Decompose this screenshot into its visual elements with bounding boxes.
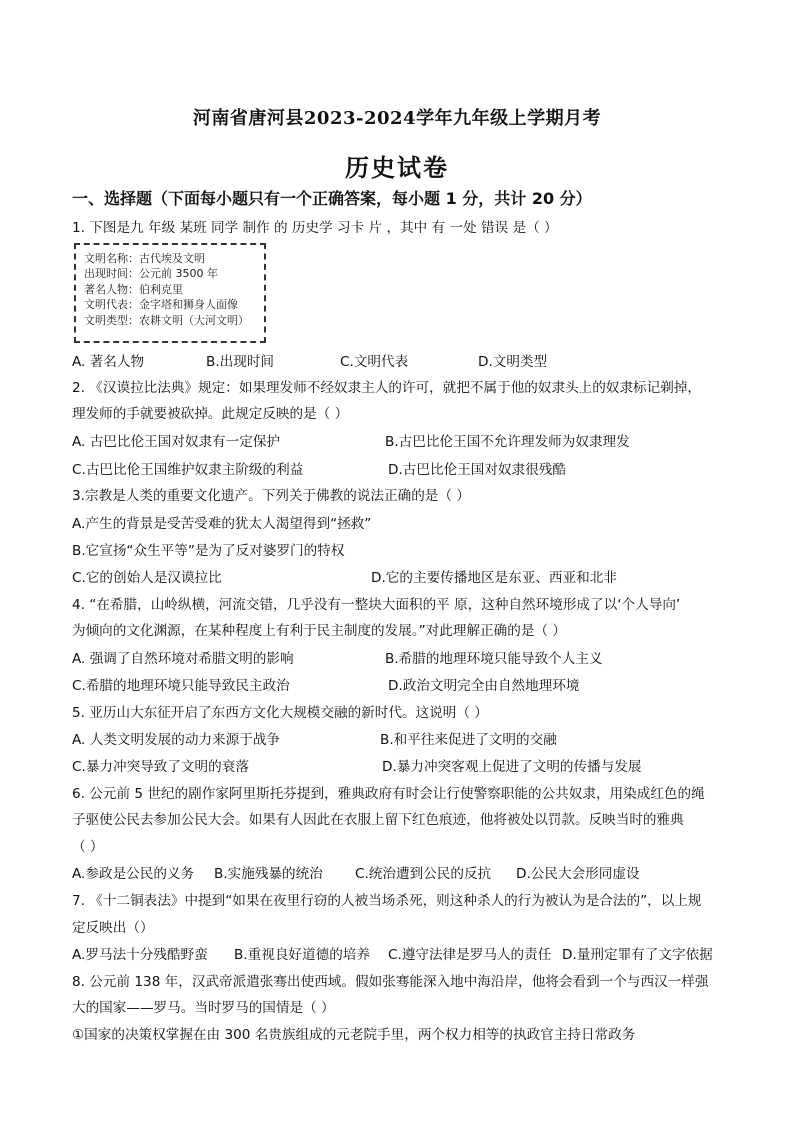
question-4-line-1: 4. “在希腊，山岭纵横，河流交错，几乎没有一整块大面积的平 原，这种自然环境形成了以‘个人导向’ (72, 597, 681, 613)
q3-option-b: B.它宣扬“众生平等”是为了反对婆罗门的特权 (72, 543, 345, 559)
subject-title: 历史试卷 (345, 154, 449, 182)
q5-option-a: A. 人类文明发展的动力来源于战争 (72, 732, 281, 748)
question-5-text: 5. 亚历山大东征开启了东西方文化大规模交融的新时代。这说明（ ） (72, 705, 488, 721)
q3-option-c: C.它的创始人是汉谟拉比 (72, 570, 222, 586)
question-6-line-2: 子驱使公民去参加公民大会。如果有人因此在衣服上留下红色痕迹，他将被处以罚款。反映当时的雅典 (72, 812, 684, 828)
q4-option-c: C.希腊的地理环境只能导致民主政治 (72, 678, 290, 694)
q5-option-c: C.暴力冲突导致了文明的衰落 (72, 759, 249, 775)
card-row-symbol: 文明代表：金字塔和狮身人面像 (84, 298, 238, 312)
q5-option-b: B.和平往来促进了文明的交融 (380, 732, 557, 748)
q7-option-b: B.重视良好道德的培养 (234, 947, 370, 963)
card-row-name: 文明名称：古代埃及文明 (84, 252, 205, 265)
q2-option-c: C.古巴比伦王国维护奴隶主阶级的利益 (72, 462, 304, 478)
card-row-time: 出现时间：公元前 3500 年 (84, 267, 218, 281)
question-2-line-1: 2. 《汉谟拉比法典》规定：如果理发师不经奴隶主人的许可，就把不属于他的奴隶头上的奴隶标记剃掉， (72, 380, 702, 396)
question-8-line-1: 8. 公元前 138 年，汉武帝派遣张骞出使西域。假如张骞能深入地中海沿岸，他将会看到一个与西汉一样强 (72, 974, 709, 990)
q6-option-b: B.实施残暴的统治 (214, 866, 323, 882)
q1-option-b: B.出现时间 (206, 354, 275, 370)
question-2-line-2: 理发师的手就要被砍掉。此规定反映的是（ ） (72, 406, 349, 422)
q6-option-d: D.公民大会形同虚设 (516, 866, 640, 882)
question-8-line-3: ①国家的决策权掌握在由 300 名贵族组成的元老院手里，两个权力相等的执政官主持日常政务 (72, 1027, 636, 1043)
q5-option-d: D.暴力冲突客观上促进了文明的传播与发展 (382, 759, 642, 775)
question-8-line-2: 大的国家——罗马。当时罗马的国情是（ ） (72, 1000, 335, 1016)
q4-option-d: D.政治文明完全由自然地理环境 (388, 678, 580, 694)
q3-option-d: D.它的主要传播地区是东亚、西亚和北非 (371, 570, 617, 586)
question-7-line-2: 定反映出（） (72, 920, 154, 936)
q7-option-c: C.遵守法律是罗马人的责任 (388, 947, 552, 963)
q1-option-c: C.文明代表 (340, 354, 409, 370)
section-heading: 一、选择题（下面每小题只有一个正确答案，每小题 1 分，共计 20 分） (72, 189, 592, 208)
q1-option-d: D.文明类型 (478, 354, 548, 370)
q4-option-a: A. 强调了自然环境对希腊文明的影响 (72, 651, 294, 667)
question-6-line-1: 6. 公元前 5 世纪的剧作家阿里斯托芬提到，雅典政府有时会让行使警察职能的公共奴隶，用染成红色的绳 (72, 786, 705, 802)
q3-option-a: A.产生的背景是受苦受难的犹太人渴望得到“拯救” (72, 516, 372, 532)
question-1-text: 1. 下图是九 年级 某班 同学 制作 的 历史学 习卡 片 ，其中 有 一处 错误 是（ ） (72, 220, 558, 236)
study-card (74, 243, 266, 343)
question-6-line-3: （ ） (72, 839, 104, 855)
question-7-line-1: 7. 《十二铜表法》中提到“如果在夜里行窃的人被当场杀死，则这种杀人的行为被认为是合法的”，以上规 (72, 893, 702, 909)
q7-option-d: D.量刑定罪有了文字依据 (562, 947, 713, 963)
question-4-line-2: 为倾向的文化渊源，在某种程度上有利于民主制度的发展。”对此理解正确的是（ ） (72, 623, 566, 639)
q4-option-b: B.希腊的地理环境只能导致个人主义 (385, 651, 603, 667)
q2-option-b: B.古巴比伦王国不允许理发师为奴隶理发 (385, 434, 630, 450)
card-row-person: 著名人物：伯利克里 (84, 282, 183, 296)
exam-title: 河南省唐河县2023-2024学年九年级上学期月考 (192, 108, 602, 129)
q2-option-a: A. 古巴比伦王国对奴隶有一定保护 (72, 434, 281, 450)
q7-option-a: A.罗马法十分残酷野蛮 (72, 947, 208, 963)
q2-option-d: D.古巴比伦王国对奴隶很残酷 (388, 462, 566, 478)
q6-option-a: A.参政是公民的义务 (72, 866, 195, 882)
card-row-type: 文明类型：农耕文明（大河文明） (84, 313, 249, 327)
q1-option-a: A. 著名人物 (72, 354, 145, 370)
q6-option-c: C.统治遭到公民的反抗 (355, 866, 492, 882)
question-3-text: 3.宗教是人类的重要文化遗产。下列关于佛教的说法正确的是（ ） (72, 488, 470, 504)
